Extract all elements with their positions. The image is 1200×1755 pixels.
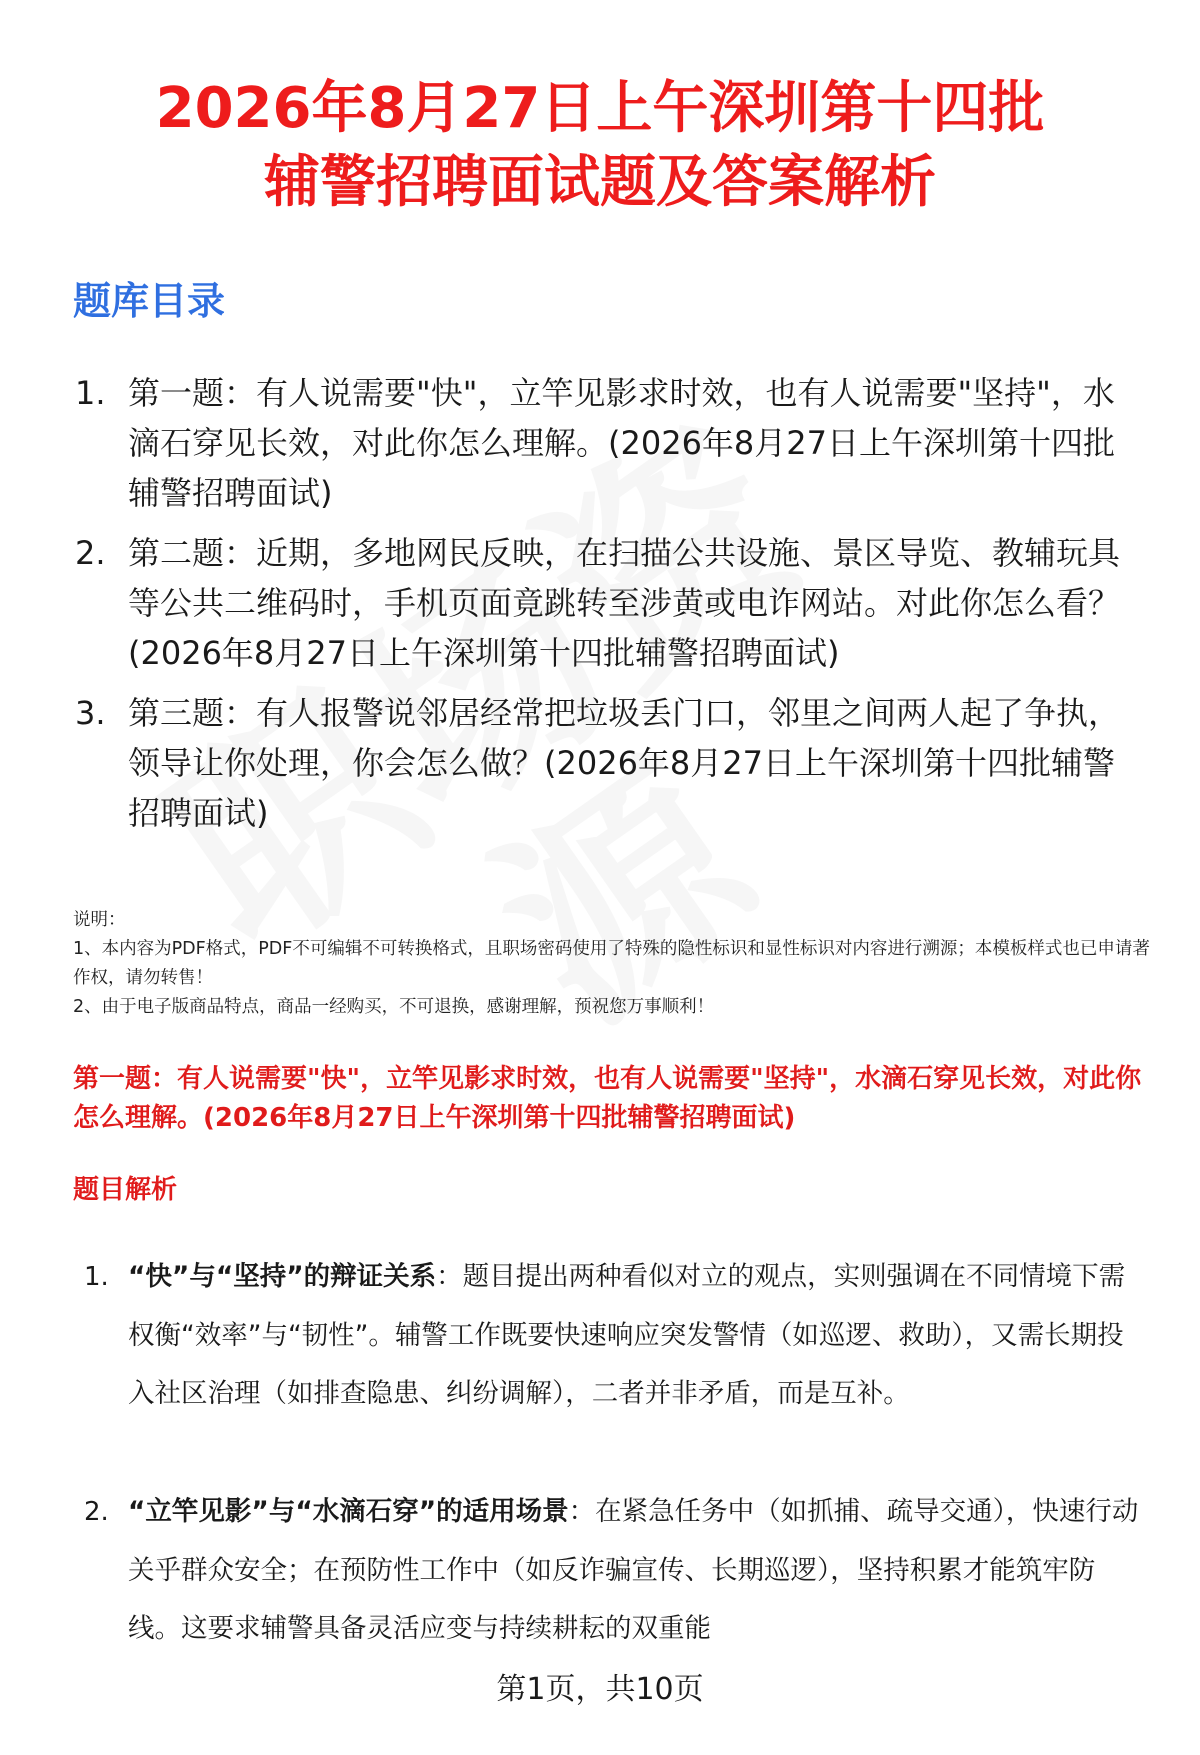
- title-line-1: 2026年8月27日上午深圳第十四批: [155, 76, 1045, 141]
- toc-heading: 题库目录: [73, 279, 226, 323]
- analysis-point-text: [128, 1248, 1148, 1424]
- toc-item-number: 2.: [75, 534, 106, 572]
- analysis-point-number: 2.: [84, 1497, 109, 1527]
- analysis-heading: 题目解析: [73, 1175, 178, 1205]
- document-title: [70, 72, 1130, 220]
- toc-item-text[interactable]: 第一题：有人说需要"快"，立竿见影求时效，也有人说需要"坚持"，水滴石穿见长效，对此你怎么理解。(2026年8月27日上午深圳第十四批辅警招聘面试): [128, 374, 1116, 512]
- question-title: 第一题：有人说需要"快"，立竿见影求时效，也有人说需要"坚持"，水滴石穿见长效，对此你怎么理解。(2026年8月27日上午深圳第十四批辅警招聘面试): [73, 1064, 1142, 1133]
- analysis-point-keyword: “立竿见影”与“水滴石穿”的适用场景: [128, 1496, 569, 1527]
- notes-label: 说明：: [73, 910, 126, 930]
- toc-item-text[interactable]: 第三题：有人报警说邻居经常把垃圾丢门口，邻里之间两人起了争执，领导让你处理，你会怎么做？(2026年8月27日上午深圳第十四批辅警招聘面试): [128, 694, 1121, 832]
- analysis-point-keyword: “快”与“坚持”的辩证关系: [128, 1261, 437, 1292]
- analysis-point-body: ：题目提出两种看似对立的观点，实则强调在不同情境下需权衡“效率”与“韧性”。辅警工作既要快速响应突发警情（如巡逻、救助），又需长期投入社区治理（如排查隐患、纠纷调解），二者并非矛盾，而是互补。: [128, 1261, 1126, 1409]
- analysis-point-body: ：在紧急任务中（如抓捕、疏导交通），快速行动关乎群众安全；在预防性工作中（如反诈骗宣传、长期巡逻），坚持积累才能筑牢防线。这要求辅警具备灵活应变与持续耕耘的双重能: [128, 1496, 1139, 1644]
- notes-block: [73, 906, 1153, 1022]
- analysis-point-text: [128, 1483, 1148, 1659]
- title-line-2: 辅警招聘面试题及答案解析: [264, 150, 936, 215]
- toc-item-number: 1.: [75, 374, 106, 412]
- toc-item-number: 3.: [75, 694, 106, 732]
- notes-line-2: 2、由于电子版商品特点，商品一经购买，不可退换，感谢理解，预祝您万事顺利！: [73, 997, 715, 1017]
- analysis-point-number: 1.: [84, 1262, 109, 1292]
- page-footer: 第1页，共10页: [496, 1672, 704, 1707]
- notes-line-1: 1、本内容为PDF格式，PDF不可编辑不可转换格式，且职场密码使用了特殊的隐性标识和显性标识对内容进行溯源；本模板样式也已申请著作权，请勿转售！: [73, 939, 1150, 988]
- toc-item-text[interactable]: 第二题：近期，多地网民反映，在扫描公共设施、景区导览、教辅玩具等公共二维码时，手机页面竟跳转至涉黄或电诈网站。对此你怎么看？(2026年8月27日上午深圳第十四批辅警招聘面试): [128, 534, 1121, 672]
